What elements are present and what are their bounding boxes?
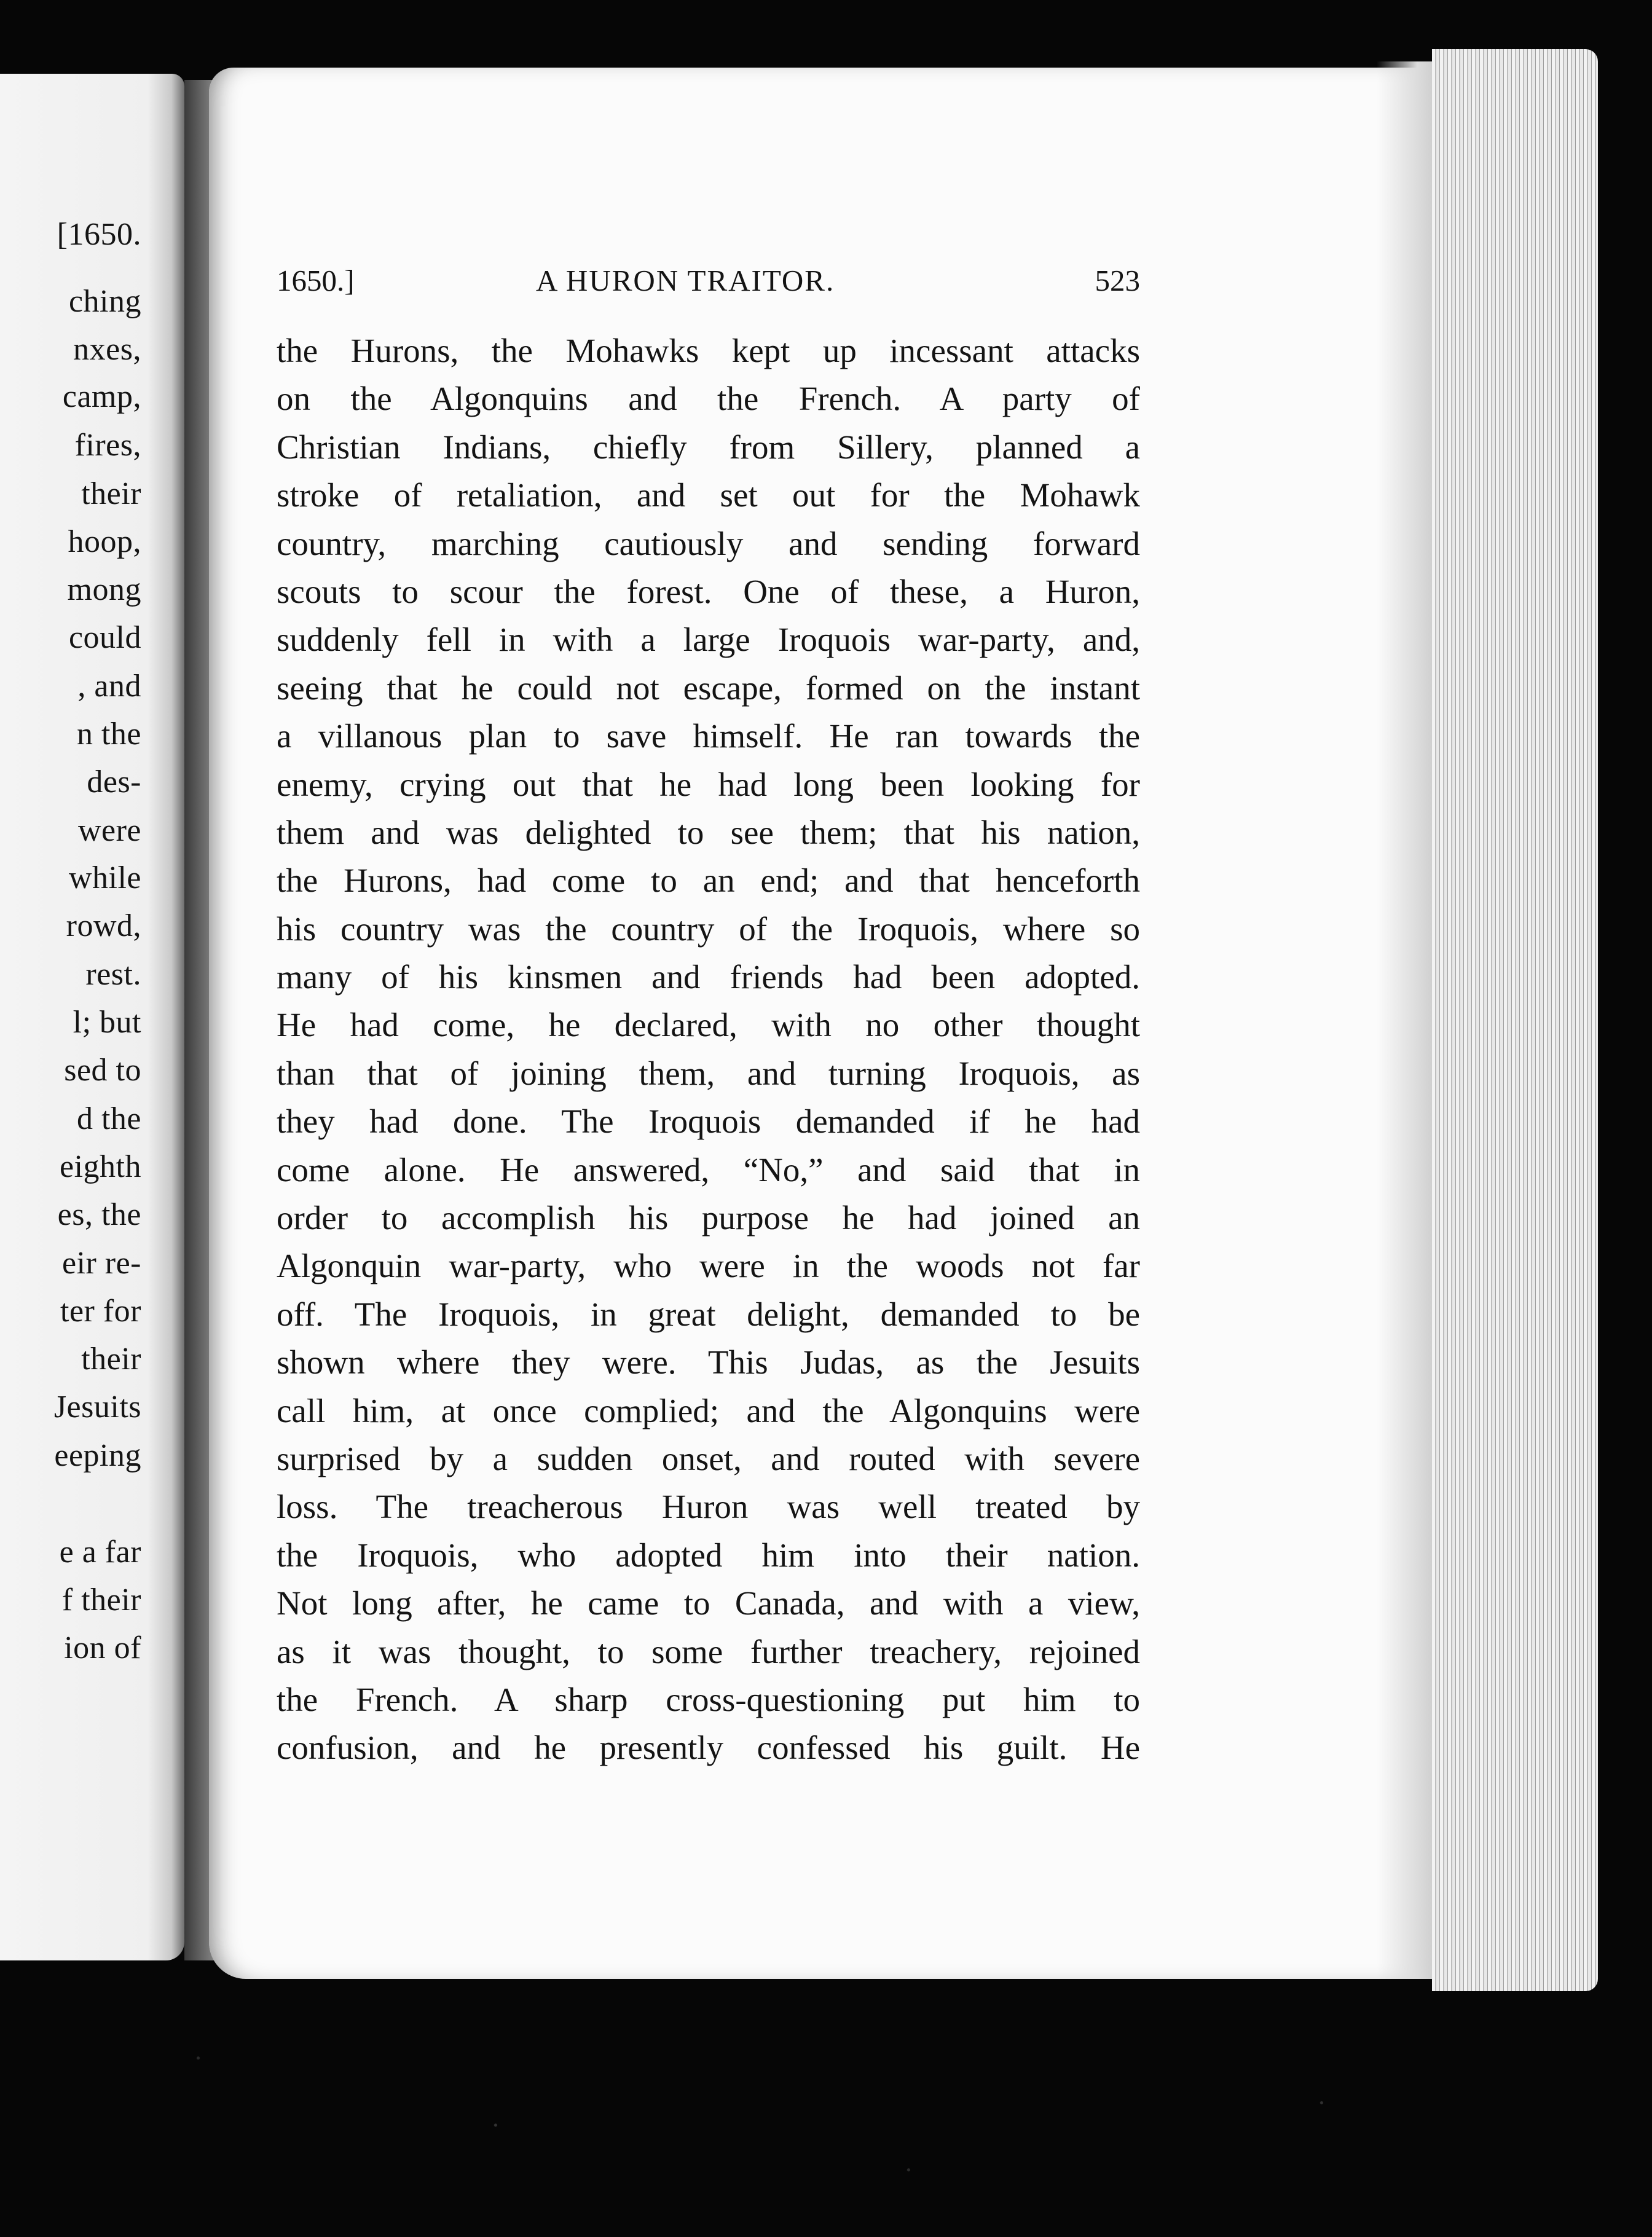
left-page-line: sed to <box>64 1053 141 1088</box>
left-page-line: rowd, <box>66 908 141 943</box>
left-page-line: , and <box>77 669 141 704</box>
left-page-line: e a far <box>59 1535 141 1570</box>
left-page-line: their <box>81 1342 141 1377</box>
text-line: suddenly fell in with a large Iroquois war-party, and, <box>277 621 1140 659</box>
left-page-line: des- <box>87 765 141 800</box>
left-page-line: ching <box>68 284 141 319</box>
left-page-line: d the <box>76 1101 141 1136</box>
text-line: than that of joining them, and turning Iroquois, as <box>277 1054 1140 1092</box>
text-line: come alone. He answered, “No,” and said that in <box>277 1150 1140 1189</box>
text-line: enemy, crying out that he had long been looking for <box>277 765 1140 803</box>
text-line: as it was thought, to some further treachery, rejoined <box>277 1632 1140 1670</box>
text-line: a villanous plan to save himself. He ran towards the <box>277 717 1140 755</box>
left-page-line: ter for <box>60 1294 141 1329</box>
text-line: loss. The treacherous Huron was well treated by <box>277 1488 1140 1526</box>
text-line: Algonquin war-party, who were in the woods not far <box>277 1247 1140 1285</box>
left-page-line: could <box>68 620 141 655</box>
page-number: 523 <box>1095 264 1140 297</box>
left-page-line: Jesuits <box>53 1390 141 1425</box>
text-line: the Iroquois, who adopted him into their nation. <box>277 1536 1140 1574</box>
text-line: call him, at once complied; and the Algonquins were <box>277 1391 1140 1429</box>
text-line: Not long after, he came to Canada, and with a view, <box>277 1584 1140 1622</box>
left-page-line: their <box>81 476 141 511</box>
left-page-line: es, the <box>57 1197 141 1232</box>
text-line: He had come, he declared, with no other thought <box>277 1006 1140 1044</box>
text-line: the Hurons, had come to an end; and that henceforth <box>277 862 1140 900</box>
left-page-line: eir re- <box>61 1246 141 1281</box>
page-edges <box>1432 49 1598 1991</box>
body-text <box>277 327 1140 1772</box>
text-line: Christian Indians, chiefly from Sillery, planned a <box>277 428 1140 466</box>
left-page-line: l; but <box>73 1005 141 1040</box>
left-page-line: eighth <box>60 1149 141 1184</box>
running-header <box>277 263 1140 306</box>
left-page-line: n the <box>76 717 141 752</box>
left-page-line: rest. <box>85 957 141 992</box>
left-page-line: were <box>77 813 141 848</box>
text-line: many of his kinsmen and friends had been adopted. <box>277 958 1140 996</box>
text-line: shown where they were. This Judas, as the Jesuits <box>277 1343 1140 1382</box>
left-page-line: ion of <box>64 1630 141 1665</box>
text-line: stroke of retaliation, and set out for the Mohawk <box>277 476 1140 514</box>
header-year: 1650.] <box>277 264 355 297</box>
text-line: the Hurons, the Mohawks kept up incessant attacks <box>277 332 1140 369</box>
text-line: they had done. The Iroquois demanded if he had <box>277 1103 1140 1141</box>
left-page-line: mong <box>67 572 141 607</box>
left-page-line: hoop, <box>68 524 141 559</box>
left-page-line: nxes, <box>73 332 141 367</box>
text-line: on the Algonquins and the French. A party of <box>277 380 1140 418</box>
running-head-title: A HURON TRAITOR. <box>536 264 835 297</box>
left-page-line: [1650. <box>57 217 141 252</box>
text-line: the French. A sharp cross-questioning put him to <box>277 1680 1140 1718</box>
text-line: off. The Iroquois, in great delight, demanded to be <box>277 1295 1140 1333</box>
left-page-line: camp, <box>62 379 141 414</box>
left-page-line: f their <box>61 1582 141 1618</box>
text-line: them and was delighted to see them; that his nation, <box>277 813 1140 851</box>
text-line: scouts to scour the forest. One of these, a Huron, <box>277 572 1140 610</box>
text-line: seeing that he could not escape, formed on the instant <box>277 669 1140 707</box>
text-line: confusion, and he presently confessed his guilt. He <box>277 1729 1140 1767</box>
text-line: surprised by a sudden onset, and routed with severe <box>277 1439 1140 1477</box>
left-page-fragment <box>0 74 184 1960</box>
left-page-line: fires, <box>74 428 141 463</box>
left-page-line: while <box>68 860 141 895</box>
text-line: country, marching cautiously and sending forward <box>277 524 1140 562</box>
left-page-line: eeping <box>54 1438 141 1473</box>
text-line: his country was the country of the Iroquois, where so <box>277 910 1140 948</box>
text-line: order to accomplish his purpose he had joined an <box>277 1199 1140 1237</box>
